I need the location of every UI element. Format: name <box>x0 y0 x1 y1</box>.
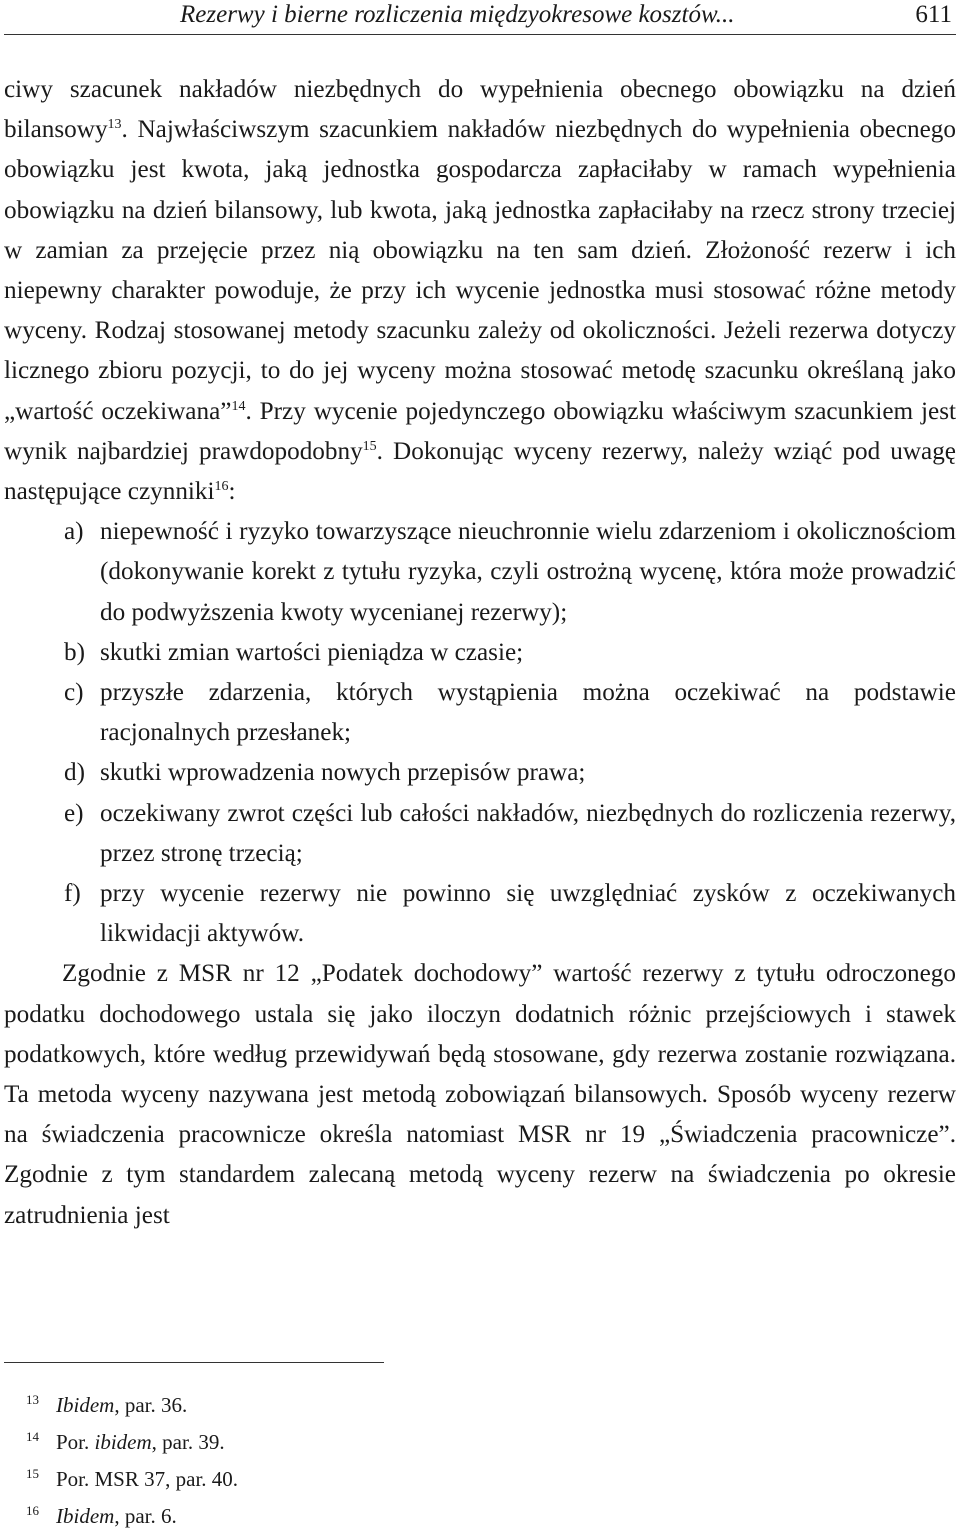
footnote-ref-14: 14 <box>231 398 246 414</box>
footnote-italic: Ibidem <box>56 1504 115 1528</box>
list-marker: b) <box>64 638 85 666</box>
paragraph-1-part-b: . Najwłaściwszym szacunkiem nakładów niezbędnych do wypełnienia obecnego obowiązku jest kwota, jaką jednostka gospodarcza zapłaciłaby w ramach wypełnienia obowiązku na dzień bilansowy, lub kwota, jaką jednostka zapłaciłaby na rzecz strony trzeciej w zamian za przejęcie przez nią obowiązku na ten sam dzień. Złożoność rezerw i ich niepewny charakter powoduje, że przy ich wycenie jednostka musi stosować różne metody wyceny. Rodzaj stosowanej metody szacunku zależy od okoliczności. Jeżeli rezerwa dotyczy licznego zbioru pozycji, to do jej wyceny można stosować metodę szacunku określaną jako „wartość oczekiwana” <box>4 116 956 425</box>
footnote-number: 13 <box>26 1392 39 1407</box>
footnote-13 <box>26 1387 238 1424</box>
list-item-text: przy wycenie rezerwy nie powinno się uwzględniać zysków z oczekiwanych likwidacji aktywów. <box>100 880 956 948</box>
list-item-text: skutki wprowadzenia nowych przepisów prawa; <box>100 759 586 787</box>
footnote-16 <box>26 1498 238 1535</box>
list-marker: c) <box>64 679 84 707</box>
list-item-a <box>4 512 956 633</box>
list-item-b <box>4 633 956 673</box>
list-marker: f) <box>64 880 81 908</box>
footnote-number: 16 <box>26 1503 39 1518</box>
list-item-c <box>4 673 956 753</box>
running-title: Rezerwy i bierne rozliczenia międzyokresowe kosztów... <box>180 1 735 28</box>
footnote-number: 15 <box>26 1466 39 1481</box>
main-text <box>4 70 956 1236</box>
page-header <box>0 0 960 34</box>
footnote-italic: ibidem <box>94 1430 152 1454</box>
footnote-text: Por. <box>56 1430 95 1454</box>
list-item-text: przyszłe zdarzenia, których wystąpienia można oczekiwać na podstawie racjonalnych przesłanek; <box>100 679 956 747</box>
footnote-ref-16: 16 <box>214 479 229 495</box>
paragraph-1-part-a: ciwy szacunek nakładów niezbędnych do wypełnienia obecnego obowiązku na dzień bilansowy <box>4 76 956 144</box>
footnote-italic: Ibidem <box>56 1393 115 1417</box>
footnote-rule <box>4 1362 384 1363</box>
footnotes <box>26 1387 238 1535</box>
header-rule <box>4 34 956 35</box>
footnote-text: , par. 36. <box>114 1393 188 1417</box>
paragraph-1 <box>4 70 956 512</box>
paragraph-1-part-c: . Przy wycenie pojedynczego obowiązku właściwym szacunkiem jest wynik najbardziej prawdopodobny <box>4 397 957 465</box>
footnote-ref-13: 13 <box>107 117 122 133</box>
paragraph-2: Zgodnie z MSR nr 12 „Podatek dochodowy” wartość rezerwy z tytułu odroczonego podatku dochodowego ustala się jako iloczyn dodatnich różnic przejściowych i stawek podatkowych, które według przewidywań będą stosowane, gdy rezerwa zostanie rozwiązana. Ta metoda wyceny nazywana jest metodą zobowiązań bilansowych. Sposób wyceny rezerw na świadczenia pracownicze określa natomiast MSR nr 19 „Świadczenia pracownicze”. Zgodnie z tym standardem zalecaną metodą wyceny rezerw na świadczenia po okresie zatrudnienia jest <box>4 960 956 1229</box>
footnote-text: , par. 6. <box>114 1504 177 1528</box>
paragraph-1-part-e: : <box>228 478 236 506</box>
list-item-text: skutki zmian wartości pieniądza w czasie; <box>100 638 524 666</box>
footnote-number: 14 <box>26 1429 39 1444</box>
paragraph-1-part-d: . Dokonując wyceny rezerwy, należy wziąć pod uwagę następujące czynniki <box>4 437 956 506</box>
list-marker: e) <box>64 799 84 827</box>
footnote-15 <box>26 1461 238 1498</box>
list-marker: a) <box>64 518 84 546</box>
page-number: 611 <box>915 1 952 28</box>
footnote-14 <box>26 1424 238 1461</box>
list-item-f <box>4 874 956 954</box>
list-marker: d) <box>64 759 85 787</box>
list-item-d <box>4 753 956 793</box>
list-item-text: oczekiwany zwrot części lub całości nakładów, niezbędnych do rozliczenia rezerwy, przez stronę trzecią; <box>100 799 956 867</box>
footnote-text: Por. MSR 37, par. 40. <box>56 1467 239 1491</box>
footnote-ref-15: 15 <box>362 438 377 454</box>
list-item-text: niepewność i ryzyko towarzyszące nieuchronnie wielu zdarzeniom i okolicznościom (dokonywanie korekt z tytułu ryzyka, czyli ostrożną wycenę, która może prowadzić do podwyższenia kwoty wycenianej rezerwy); <box>100 518 956 626</box>
list-item-e <box>4 794 956 874</box>
footnote-text: , par. 39. <box>151 1430 225 1454</box>
